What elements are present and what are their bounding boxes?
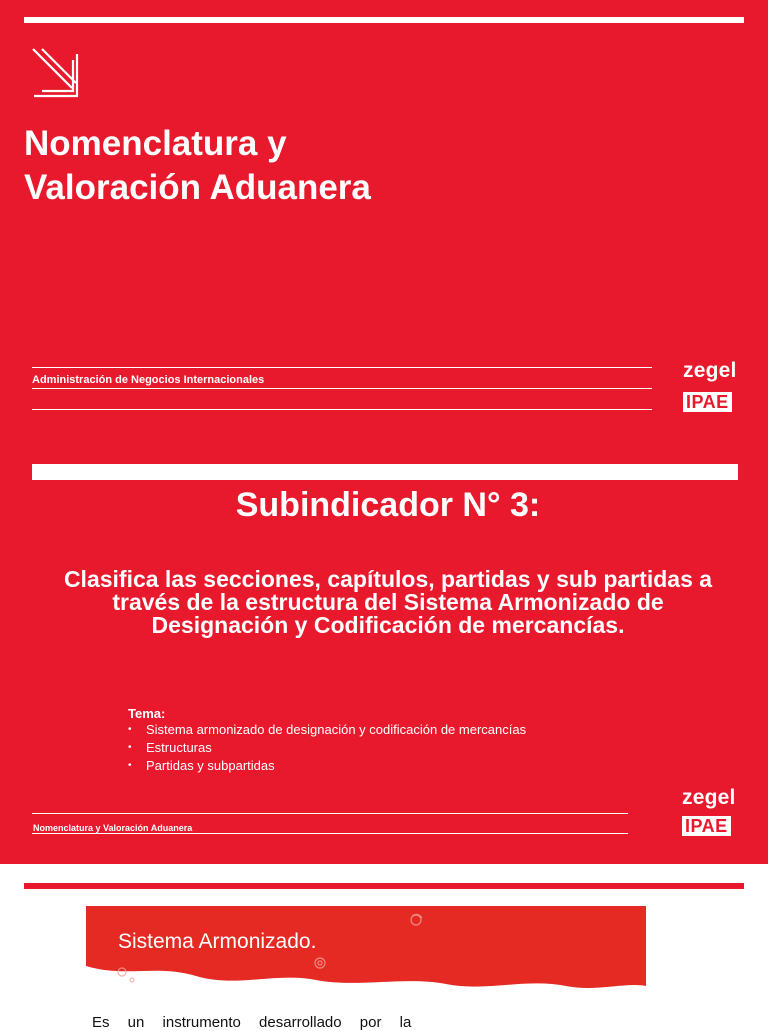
list-item: • Sistema armonizado de designación y codificación de mercancías [128, 722, 527, 737]
zegel-logo-text: zegel [682, 786, 736, 809]
banner-title: Sistema Armonizado. [118, 930, 317, 953]
list-item: • Partidas y subpartidas [128, 758, 275, 773]
arrow-down-right-icon [30, 46, 80, 98]
title-slide [0, 0, 768, 432]
top-divider [24, 17, 744, 23]
section-divider [24, 883, 744, 889]
slide-heading: Subindicador N° 3: [235, 486, 541, 524]
slide-description: Clasifica las secciones, capítulos, partidas y sub partidas a través de la estructura del Sistema Armonizado de Designación y Codificación de mercancías. [63, 566, 713, 638]
title-line-2: Valoración Aduanera [24, 168, 371, 207]
divider-line [32, 833, 628, 834]
topic-list [128, 721, 526, 775]
divider-line [32, 813, 628, 814]
section-banner [86, 906, 646, 998]
divider-line [32, 367, 652, 368]
topic-label: Tema: [128, 706, 166, 721]
program-name: Administración de Negocios Internacionales [32, 374, 265, 386]
zegel-logo-text: zegel [683, 359, 737, 382]
course-footer: Nomenclatura y Valoración Aduanera [33, 823, 193, 833]
top-white-band [32, 464, 738, 480]
page-title [24, 122, 371, 210]
title-line-1: Nomenclatura y [24, 124, 287, 163]
ipae-logo-badge: IPAE [682, 816, 731, 836]
list-item: • Estructuras [128, 740, 212, 755]
divider-line [32, 409, 652, 410]
ipae-logo-badge: IPAE [683, 392, 732, 412]
divider-line [32, 388, 652, 389]
body-paragraph: Es un instrumento desarrollado por la [92, 1014, 412, 1031]
subindicator-slide [0, 432, 768, 864]
